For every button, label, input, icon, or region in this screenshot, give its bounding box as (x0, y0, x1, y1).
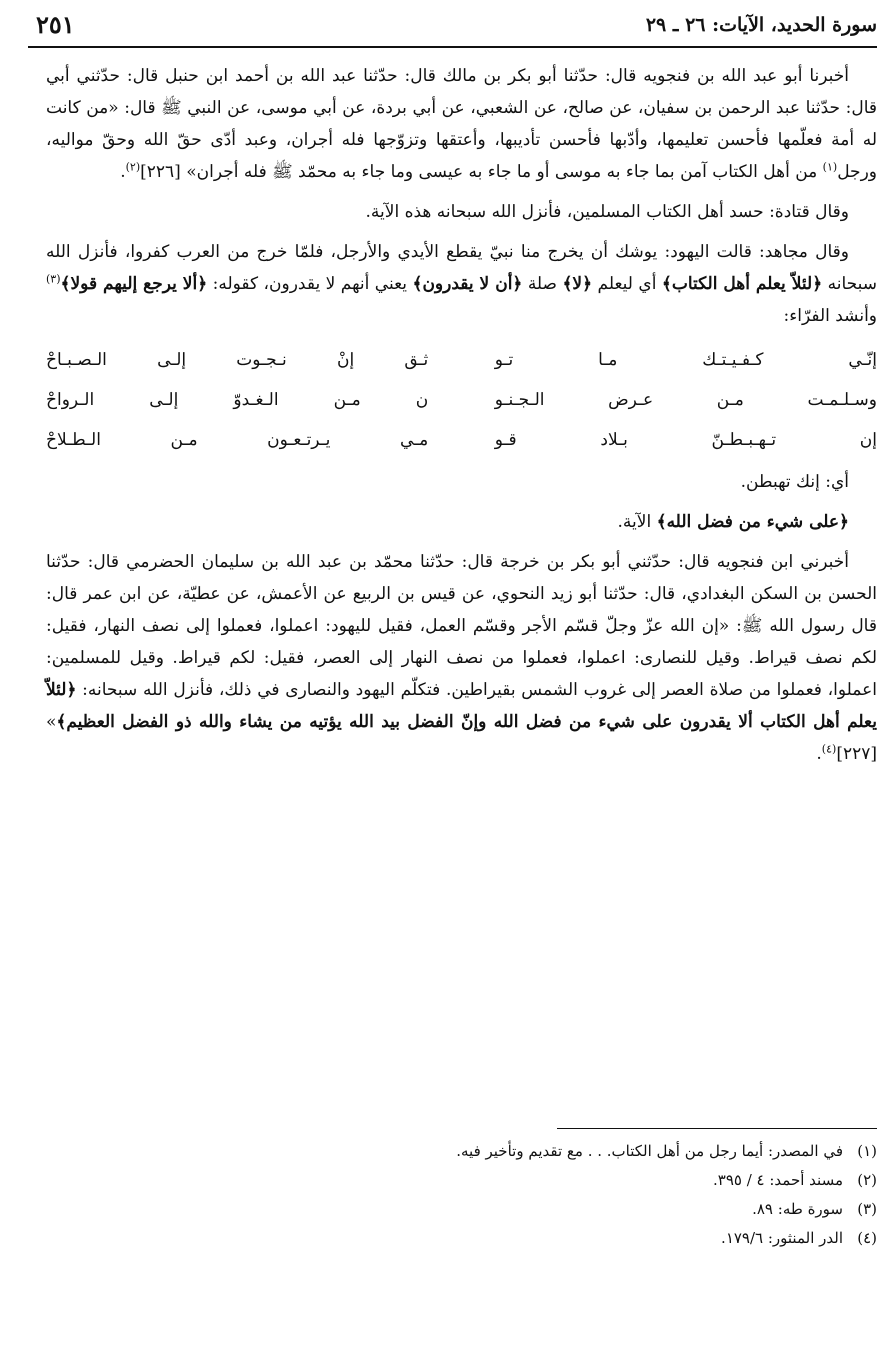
poem-verse (46, 420, 877, 460)
quran-quote: ﴿ألا يرجع إليهم قولا﴾ (60, 274, 208, 294)
paragraph-mujahid: وقال مجاهد: قالت اليهود: يوشك أن يخرج منا نبيّ يقطع الأيدي والأرجل، فلمّا خرج من العرب كفروا، فأنزل الله سبحانه ﴿لئلاّ يعلم أهل الكتاب﴾ أي ليعلم ﴿لا﴾ صلة ﴿أن لا يقدرون﴾ يعني أنهم لا يقدرون، كقوله: ﴿ألا يرجع إليهم قولا﴾$^{(٣)}$ وأنشد الفرّاء: (46, 242, 877, 326)
footnote-ref-3: (٣) (46, 272, 61, 286)
quran-quote: ﴿لا﴾ (562, 274, 593, 294)
verse-second-half: ن مـن الـغـدوّ إلـى الـرواحْ (46, 390, 429, 410)
footnote-ref-2: (٢) (125, 160, 141, 174)
poem-verse (46, 380, 877, 420)
verse-second-half: ثـق إنْ نـجـوت إلـى الـصـبـاحْ (46, 350, 429, 370)
footnote: (١)في المصدر: أيما رجل من أهل الكتاب. . . مع تقديم وتأخير فيه. (456, 1142, 877, 1160)
quran-quote: ﴿على شيء من فضل الله﴾ (656, 512, 849, 532)
paragraph-verse-heading: ﴿على شيء من فضل الله﴾ الآية. (617, 512, 849, 532)
footnote-divider (557, 1128, 877, 1129)
quran-quote: ﴿أن لا يقدرون﴾ (412, 274, 523, 294)
paragraph-hadith-1: أخبرنا أبو عبد الله بن فنجويه قال: حدّثنا أبو بكر بن مالك قال: حدّثنا عبد الله بن أحمد ابن حنبل قال: حدّثني أبي قال: حدّثنا عبد الرحمن بن سفيان، عن صالح، عن الشعبي، عن أبي بردة، عن أبي موسى، عن النبي ﷺ قال: «من كانت له أمة فعلّمها فأحسن تعليمها، وأدّبها فأحسن تأديبها، وأعتقها وتزوّجها فله أجران، وعبد أدّى حقّ الله وحقّ مواليه، ورجل$^{(١)}$ من أهل الكتاب آمن بما جاء به موسى أو ما جاء به عيسى وما جاء به محمّد ﷺ فله أجران» [٢٢٦]$^{(٢)}$. (46, 66, 877, 182)
footnote-ref-4: (٤) (821, 742, 837, 756)
verse-first-half: وسـلـمـت مـن عـرض الـجـنـو (494, 390, 877, 410)
paragraph-hadith-2: أخبرني ابن فنجويه قال: حدّثني أبو بكر بن خرجة قال: حدّثنا محمّد بن عبد الله بن سليمان الحضرمي قال: حدّثنا الحسن بن السكن البغدادي، قال: حدّثنا أبو زيد النحوي، عن قيس بن الربيع عن الأعمش، عن عطيّة، عن ابن عمر قال: قال رسول الله ﷺ: «إن الله عزّ وجلّ قسّم الأجر وقسّم العمل، فقيل لليهود: اعملوا، فعملوا إلى نصف النهار، فقيل: لكم نصف قيراط. وقيل للنصارى: اعملوا، فعملوا من نصف النهار إلى العصر، فقيل: لكم قيراط. وقيل للمسلمين: اعملوا، فعملوا من صلاة العصر إلى غروب الشمس بقيراطين. فتكلّم اليهود والنصارى في ذلك، فأنزل الله سبحانه: ﴿لئلاّ يعلم أهل الكتاب ألا يقدرون على شيء من فضل الله وإنّ الفضل بيد الله يؤتيه من يشاء والله ذو الفضل العظيم﴾» [٢٢٧]$^{(٤)}$. (46, 552, 877, 764)
running-title: سورة الحديد، الآيات: ٢٦ ـ ٢٩ (645, 14, 877, 36)
main-text (46, 60, 877, 778)
footnote: (٤)الدر المنثور: ١٧٩/٦. (721, 1229, 877, 1247)
footnote: (٣)سورة طه: ٨٩. (752, 1200, 877, 1218)
footnote: (٢)مسند أحمد: ٤ / ٣٩٥. (712, 1171, 877, 1189)
paragraph-explanation: أي: إنك تهبطن. (740, 472, 849, 492)
quran-quote: ﴿لئلاّ يعلم أهل الكتاب﴾ (661, 274, 823, 294)
verse-first-half: إنّـي كـفـيـتـك مـا تـو (494, 350, 877, 370)
quran-quote: ﴿لئلاّ يعلم أهل الكتاب ألا يقدرون على شيء من فضل الله وإنّ الفضل بيد الله يؤتيه من يشاء والله ذو الفضل العظيم﴾ (46, 680, 877, 732)
poem-verse (46, 340, 877, 380)
poem (46, 340, 877, 460)
paragraph-qatada: وقال قتادة: حسد أهل الكتاب المسلمين، فأنزل الله سبحانه هذه الآية. (365, 202, 849, 222)
page-header (28, 6, 877, 48)
verse-first-half: إن تـهـبـطـنّ بـلاد قـو (494, 430, 877, 450)
footnote-ref-1: (١) (822, 160, 838, 174)
page-number: ٢٥١ (36, 10, 75, 39)
footnotes (46, 1128, 877, 1253)
verse-second-half: مـي يـرتـعـون مـن الـطـلاحْ (46, 430, 429, 450)
